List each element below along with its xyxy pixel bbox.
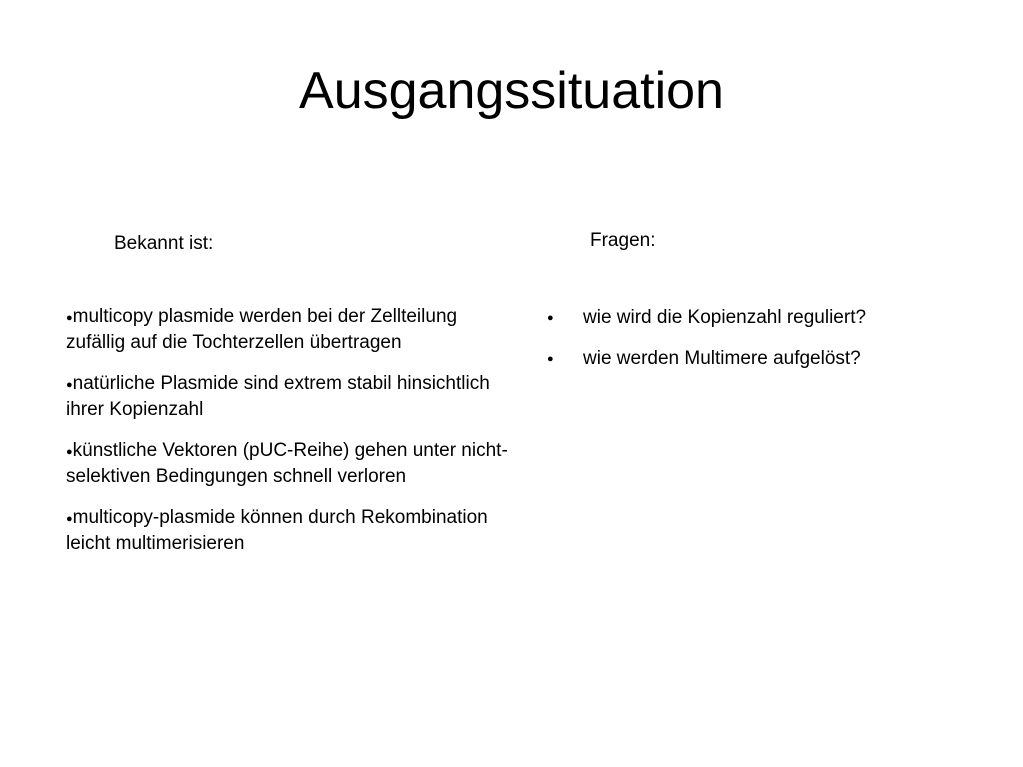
bullet-icon: ● <box>547 312 554 324</box>
list-item <box>66 372 521 421</box>
bullet-icon: ● <box>66 379 73 391</box>
list-item-text: multicopy-plasmide können durch Rekombination leicht multimerisieren <box>66 507 488 554</box>
list-item <box>66 305 521 354</box>
bullet-icon: ● <box>66 446 73 458</box>
bullet-icon: ● <box>66 312 73 324</box>
known-facts-list <box>66 305 521 573</box>
bullet-icon: ● <box>66 513 73 525</box>
list-item <box>66 439 521 488</box>
list-item <box>547 306 1007 330</box>
list-item-text: wie wird die Kopienzahl reguliert? <box>583 307 867 328</box>
list-item-text: wie werden Multimere aufgelöst? <box>583 348 861 369</box>
list-item <box>547 347 1007 371</box>
list-item-text: natürliche Plasmide sind extrem stabil hinsichtlich ihrer Kopienzahl <box>66 373 490 420</box>
questions-heading: Fragen: <box>590 230 656 251</box>
list-item-text: künstliche Vektoren (pUC-Reihe) gehen unter nicht-selektiven Bedingungen schnell verloren <box>66 440 508 487</box>
list-item <box>66 506 521 555</box>
list-item-text: multicopy plasmide werden bei der Zellteilung zufällig auf die Tochterzellen übertragen <box>66 306 458 353</box>
slide-title: Ausgangssituation <box>299 62 724 120</box>
bullet-icon: ● <box>547 353 554 365</box>
questions-list <box>547 306 1007 388</box>
known-heading: Bekannt ist: <box>114 233 214 254</box>
